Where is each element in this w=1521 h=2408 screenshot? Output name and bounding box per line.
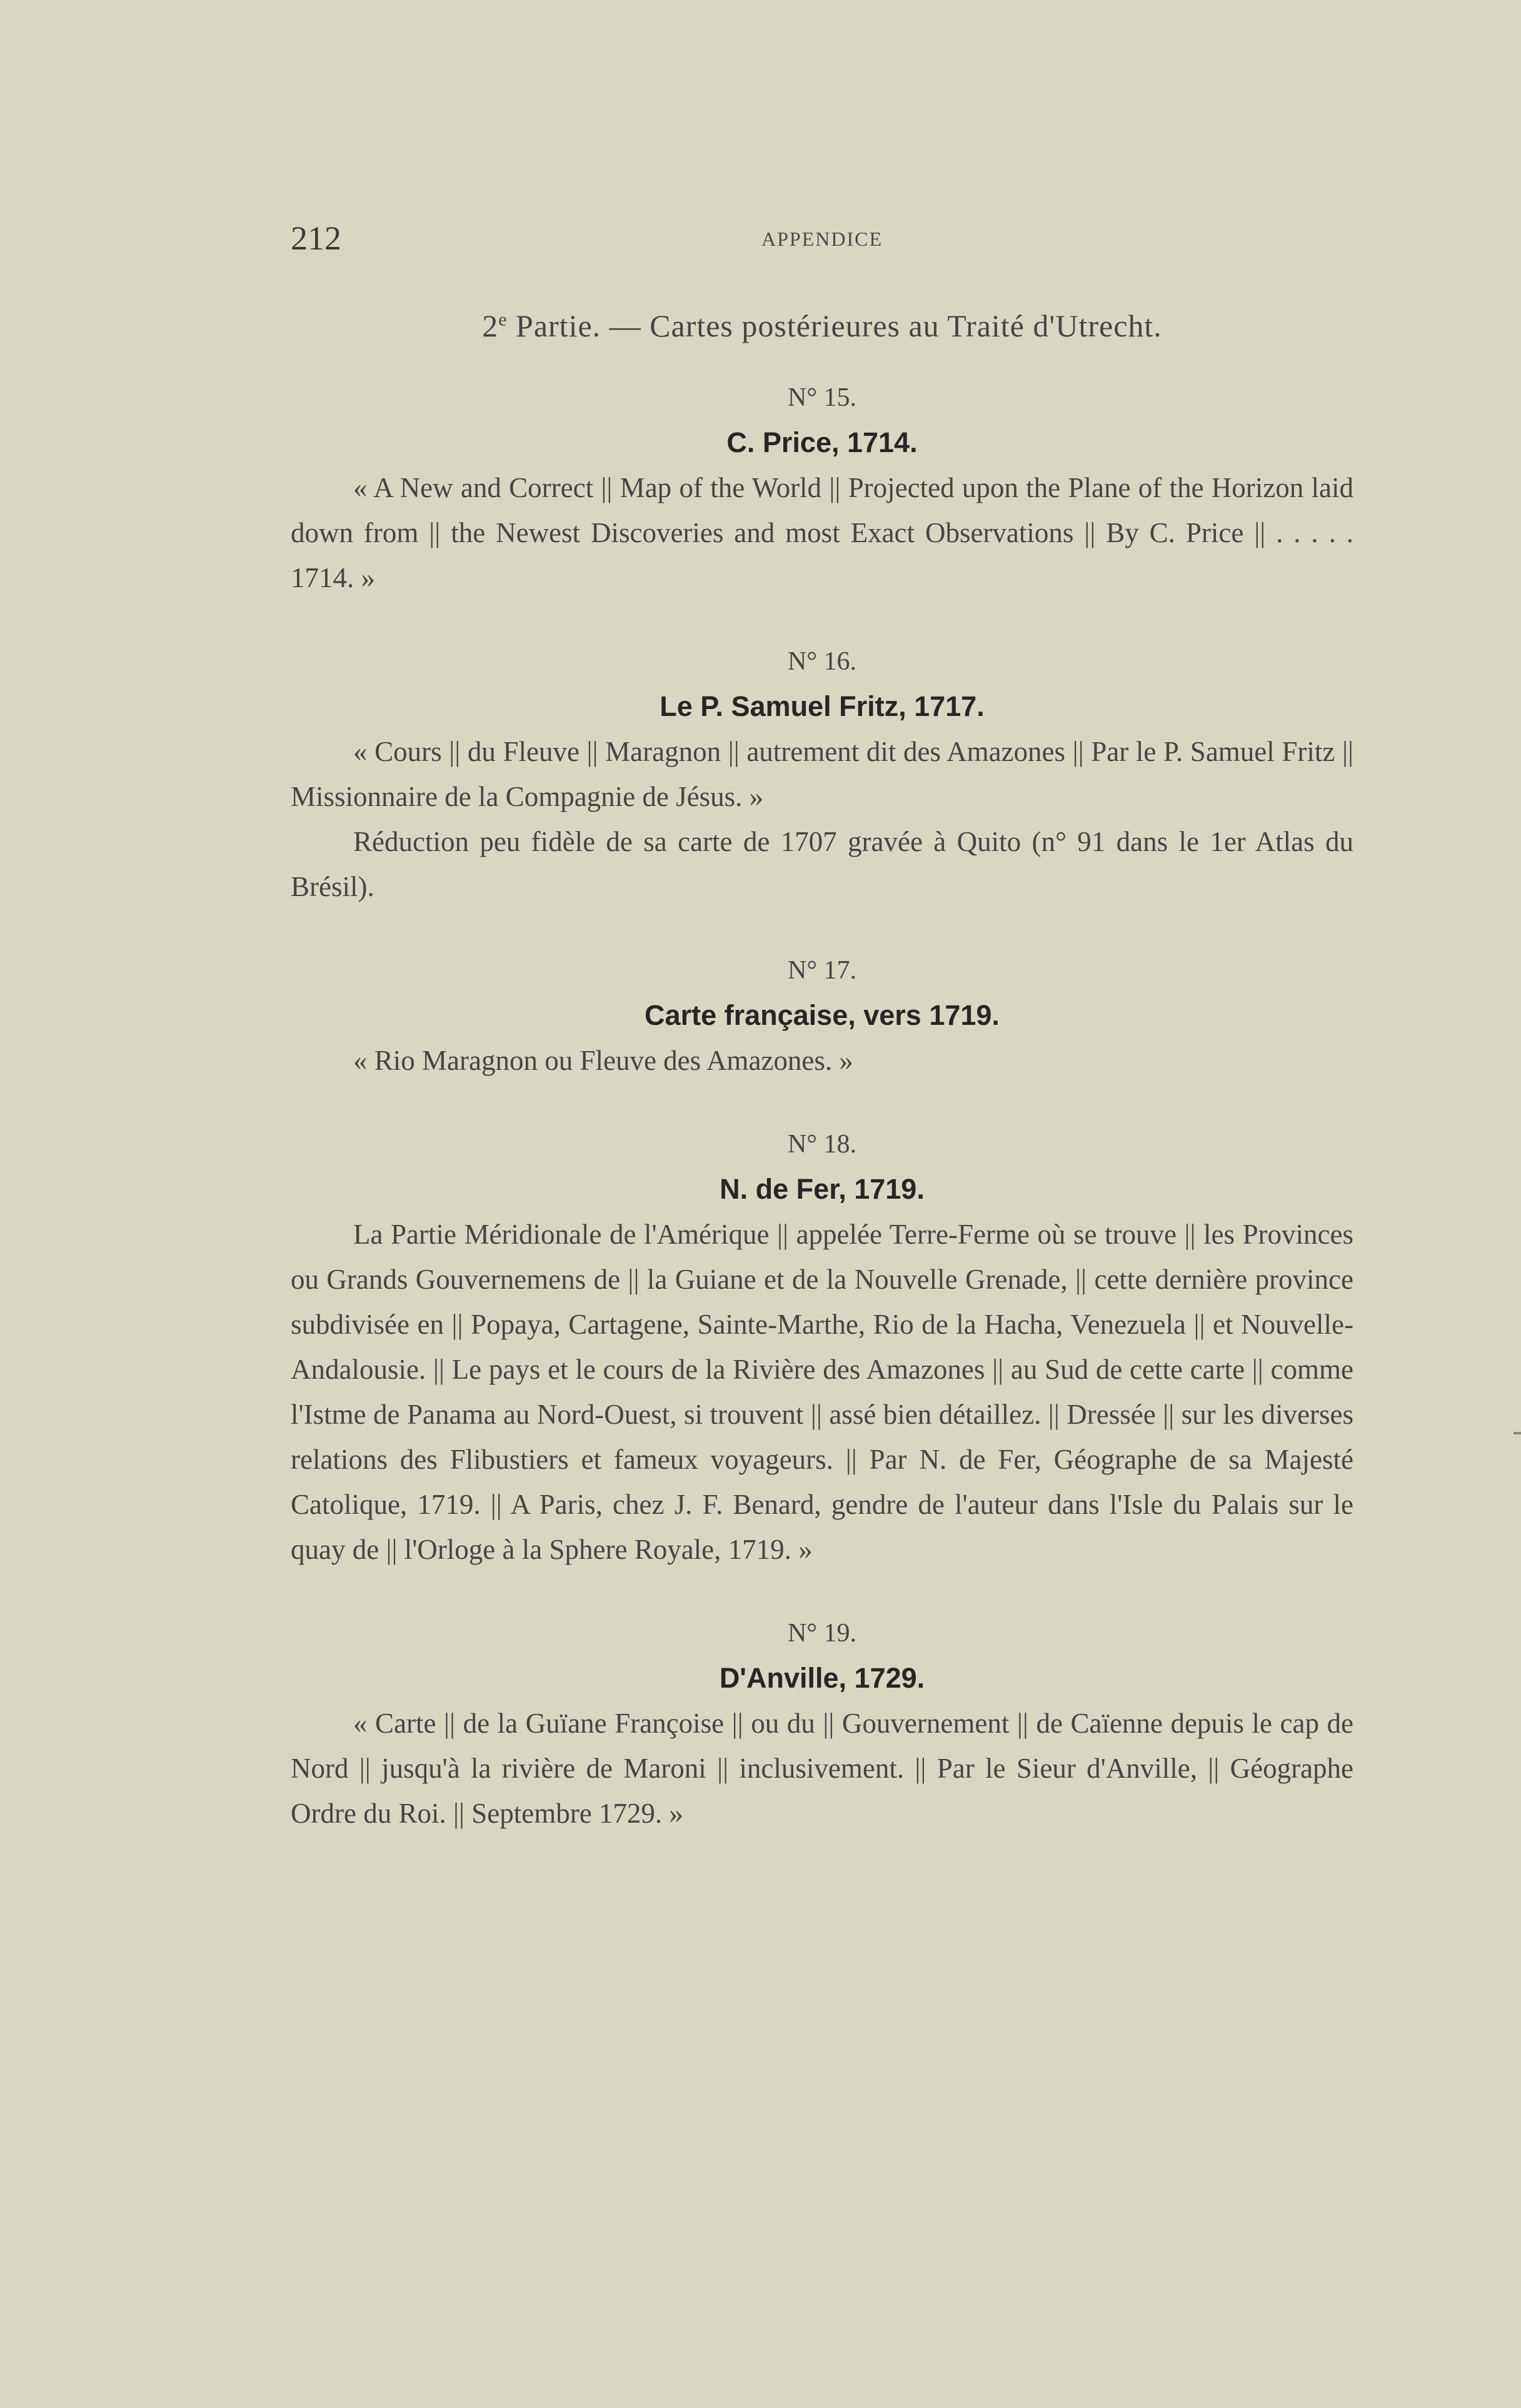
part-number-suffix: e	[498, 309, 508, 330]
running-head: APPENDICE	[761, 228, 883, 250]
entry-paragraph: « Cours || du Fleuve || Maragnon || autrement dit des Amazones || Par le P. Samuel Fritz || Missionnaire de la Compagnie de Jésus. »	[291, 736, 1353, 812]
entry-paragraph: « A New and Correct || Map of the World || Projected upon the Plane of the Horizon laid down from || the Newest Discoveries and most Exact Observations || By C. Price || . . . . . 1714. »	[291, 472, 1353, 593]
map-entry	[291, 948, 1353, 1083]
entry-number: N° 18.	[787, 1130, 857, 1159]
map-entry	[291, 375, 1353, 600]
entry-paragraph: « Rio Maragnon ou Fleuve des Amazones. »	[353, 1045, 853, 1076]
page-number: 212	[291, 219, 341, 257]
entry-number: N° 17.	[787, 956, 857, 985]
entry-title: N. de Fer, 1719.	[720, 1173, 925, 1205]
entry-title: C. Price, 1714.	[726, 426, 918, 458]
entry-title: Carte française, vers 1719.	[645, 999, 1000, 1031]
map-entry	[291, 1611, 1353, 1836]
entry-title: Le P. Samuel Fritz, 1717.	[660, 690, 985, 722]
entry-title: D'Anville, 1729.	[719, 1662, 925, 1694]
part-title-text: Partie. — Cartes postérieures au Traité d'Utrecht.	[507, 308, 1162, 343]
entry-paragraph: « Carte || de la Guïane Françoise || ou du || Gouvernement || de Caïenne depuis le cap de Nord || jusqu'à la rivière de Maroni || inclusivement. || Par le Sieur d'Anville, || Géographe Ordre du Roi. || Septembre 1729. »	[291, 1708, 1353, 1829]
map-entry	[291, 1122, 1353, 1572]
entry-number: N° 19.	[787, 1619, 857, 1648]
entry-paragraph: La Partie Méridionale de l'Amérique || appelée Terre-Ferme où se trouve || les Provinces ou Grands Gouvernemens de || la Guiane et de la Nouvelle Grenade, || cette dernière province subdivisée en || Popaya, Cartagene, Sainte-Marthe, Rio de la Hacha, Venezuela || et Nouvelle-Andalousie. || Le pays et le cours de la Rivière des Amazones || au Sud de cette carte || comme l'Istme de Panama au Nord-Ouest, si trouvent || assé bien détaillez. || Dressée || sur les diverses relations des Flibustiers et fameux voyageurs. || Par N. de Fer, Géographe de sa Majesté Catolique, 1719. || A Paris, chez J. F. Benard, gendre de l'auteur dans l'Isle du Palais sur le quay de || l'Orloge à la Sphere Royale, 1719. »	[291, 1219, 1353, 1565]
entry-number: N° 16.	[787, 647, 857, 676]
part-title	[291, 308, 1353, 344]
entry-paragraph: Réduction peu fidèle de sa carte de 1707 gravée à Quito (n° 91 dans le 1er Atlas du Brésil).	[291, 826, 1353, 902]
map-entry	[291, 639, 1353, 909]
page-header	[291, 219, 1353, 256]
entries-list	[291, 375, 1353, 1875]
part-number: 2	[482, 308, 499, 343]
scan-edge-mark	[1513, 1432, 1521, 1434]
entry-number: N° 15.	[787, 383, 857, 412]
